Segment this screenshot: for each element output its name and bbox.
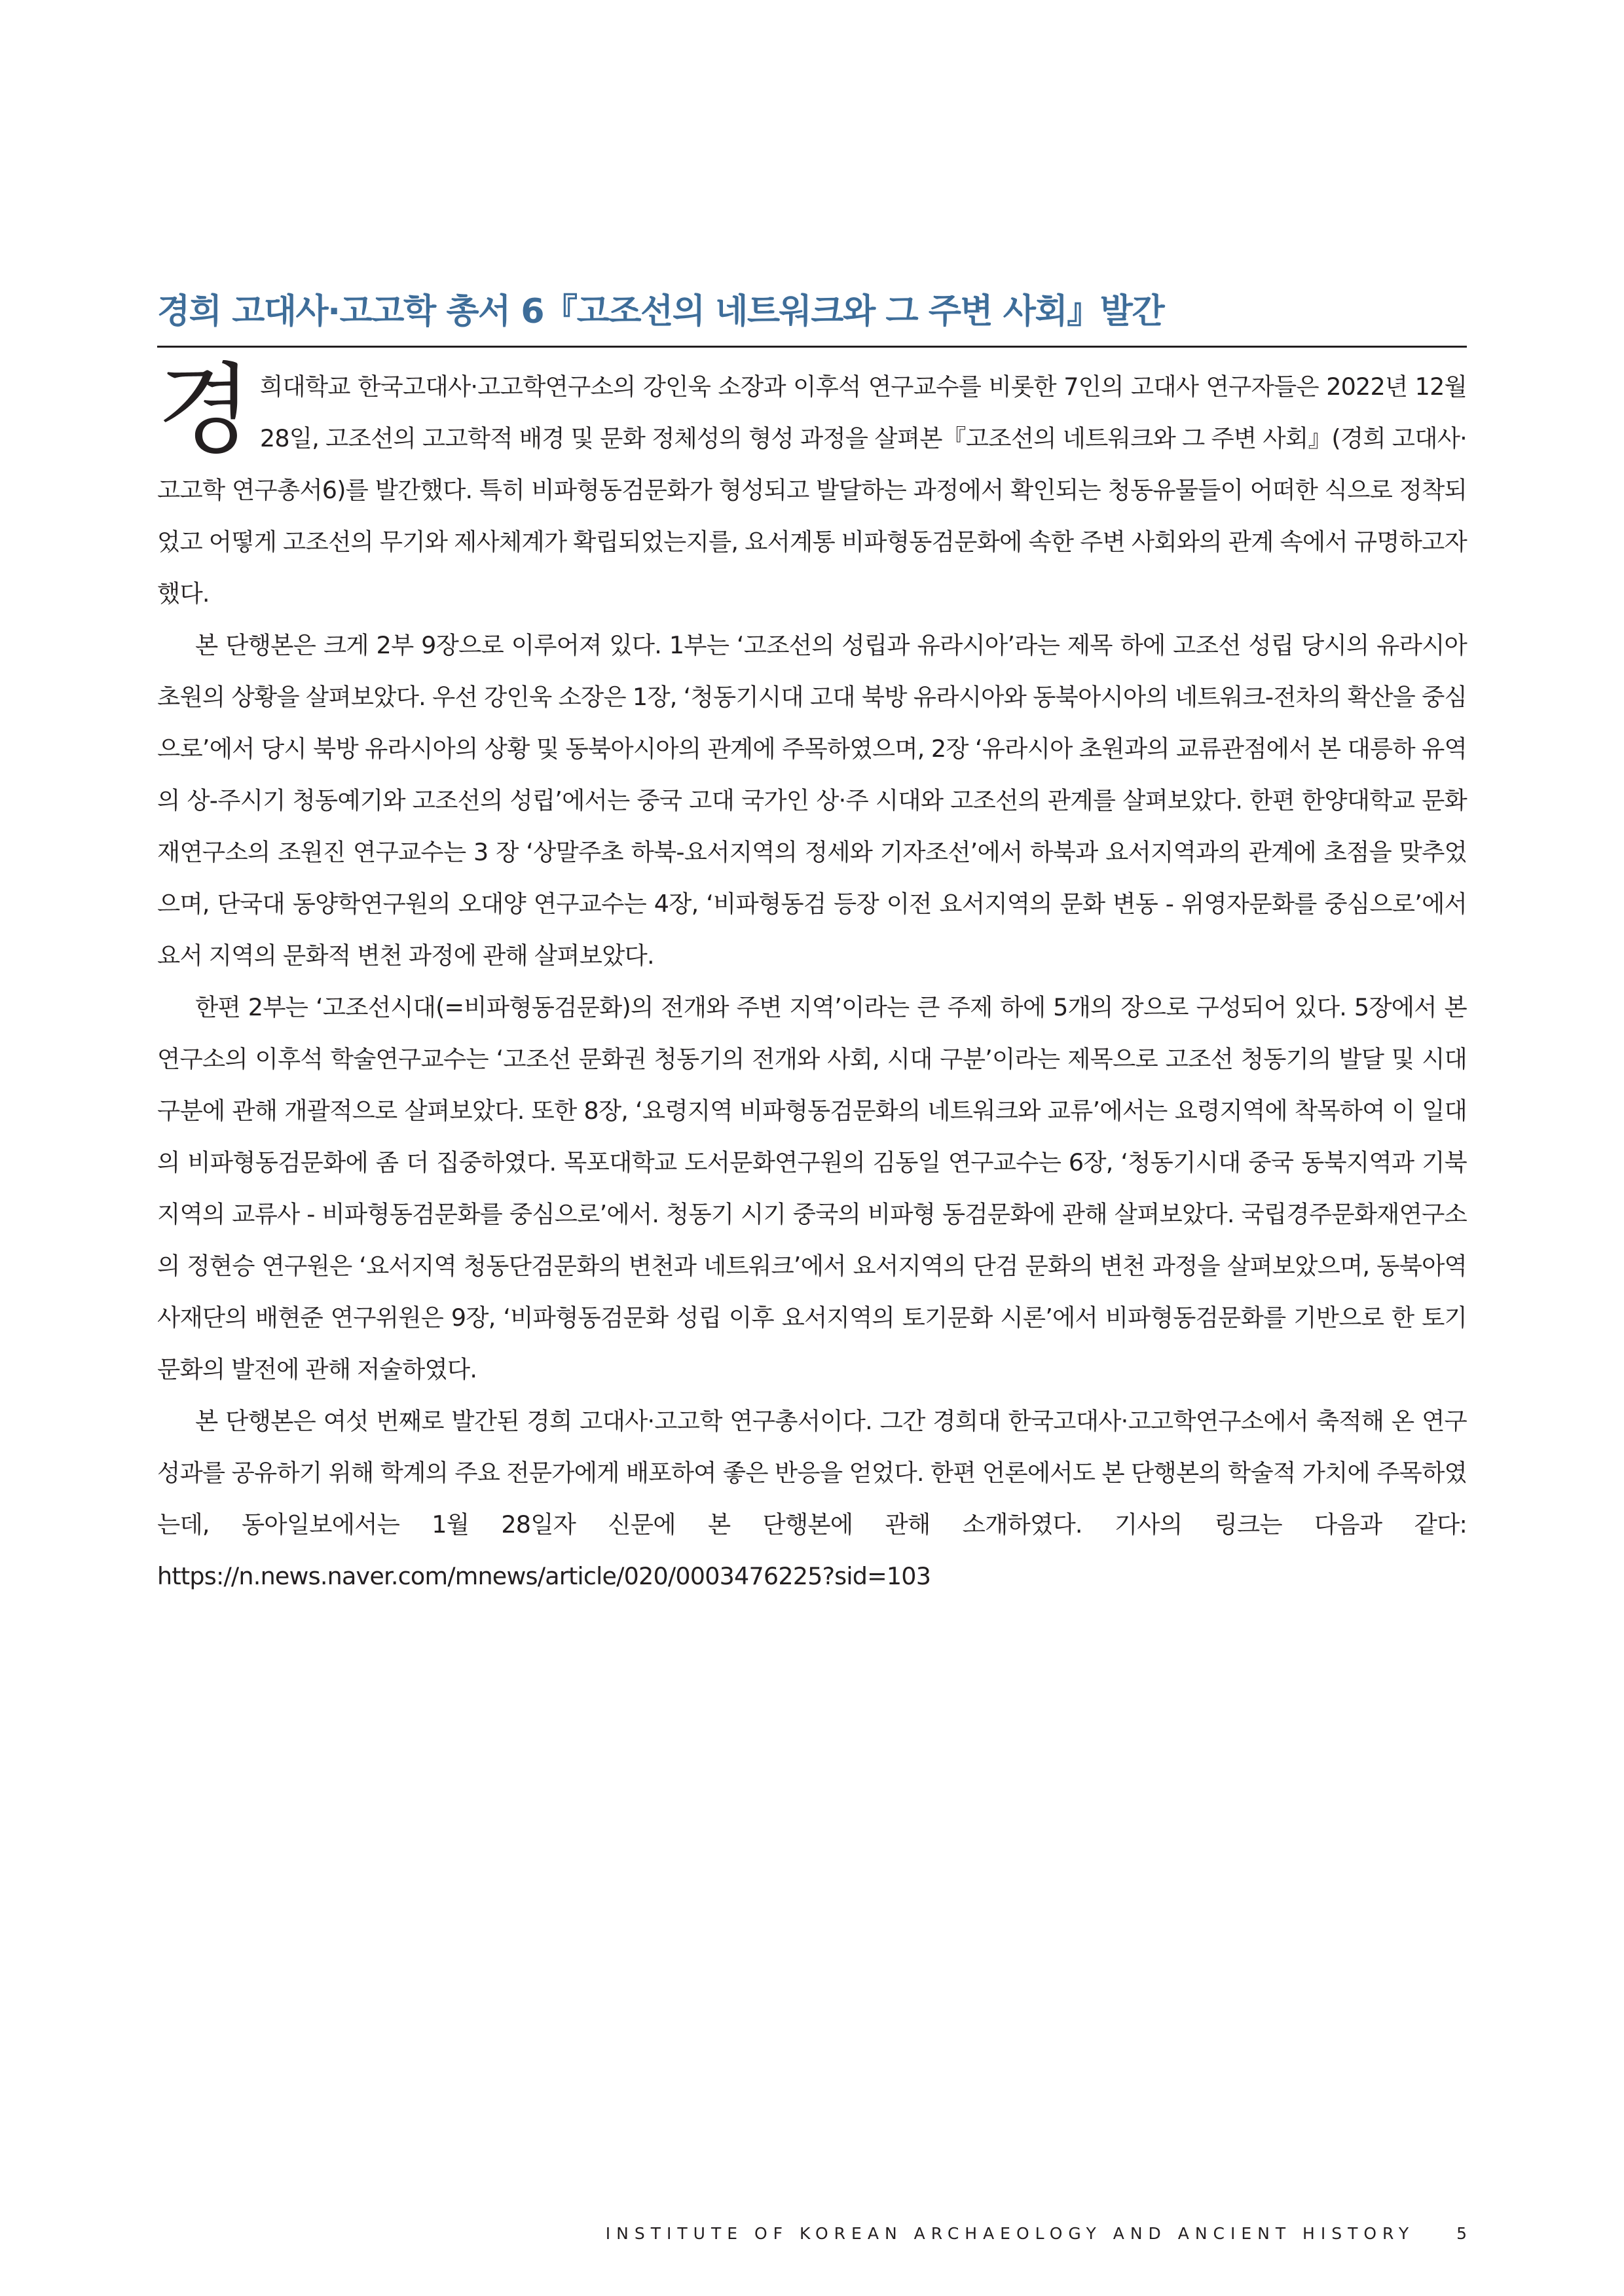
paragraph-3: 한편 2부는 ‘고조선시대(=비파형동검문화)의 전개와 주변 지역’이라는 큰 주제 하에 5개의 장으로 구성되어 있다. 5장에서 본 연구소의 이후석 학술연구교수는 ‘고조선 문화권 청동기의 전개와 사회, 시대 구분’이라는 제목으로 고조선 청동기의 발달 및 시대구분에 관해 개괄적으로 살펴보았다. 또한 8장, ‘요령지역 비파형동검문화의 네트워크와 교류’에서는 요령지역에 착목하여 이 일대의 비파형동검문화에 좀 더 집중하였다. 목포대학교 도서문화연구원의 김동일 연구교수는 6장, ‘청동기시대 중국 동북지역과 기북지역의 교류사 - 비파형동검문화를 중심으로’에서. 청동기 시기 중국의 비파형 동검문화에 관해 살펴보았다. 국립경주문화재연구소의 정현승 연구원은 ‘요서지역 청동단검문화의 변천과 네트워크’에서 요서지역의 단검 문화의 변천 과정을 살펴보았으며, 동북아역사재단의 배현준 연구위원은 9장, ‘비파형동검문화 성립 이후 요서지역의 토기문화 시론’에서 비파형동검문화를 기반으로 한 토기문화의 발전에 관해 저술하였다. <box>157 993 1467 1383</box>
drop-cap: 경 <box>157 354 249 467</box>
paragraph-1-text: 희대학교 한국고대사·고고학연구소의 강인욱 소장과 이후석 연구교수를 비롯한 7인의 고대사 연구자들은 2022년 12월 28일, 고조선의 고고학적 배경 및 문화 정체성의 형성 과정을 살펴본『고조선의 네트워크와 그 주변 사회』(경희 고대사·고고학 연구총서6)를 발간했다. 특히 비파형동검문화가 형성되고 발달하는 과정에서 확인되는 청동유물들이 어떠한 식으로 정착되었고 어떻게 고조선의 무기와 제사체계가 확립되었는지를, 요서계통 비파형동검문화에 속한 주변 사회와의 관계 속에서 규명하고자 했다. <box>157 373 1467 608</box>
journal-name: INSTITUTE OF KOREAN ARCHAEOLOGY AND ANCIENT HISTORY <box>605 2224 1415 2243</box>
page-footer <box>606 2221 1467 2247</box>
article-headline: 경희 고대사·고고학 총서 6『고조선의 네트워크와 그 주변 사회』발간 <box>157 292 1164 331</box>
paragraph-4: 본 단행본은 여섯 번째로 발간된 경희 고대사·고고학 연구총서이다. 그간 경희대 한국고대사·고고학연구소에서 축적해 온 연구 성과를 공유하기 위해 학계의 주요 전문가에게 배포하여 좋은 반응을 얻었다. 한편 언론에서도 본 단행본의 학술적 가치에 주목하였는데, 동아일보에서는 1월 28일자 신문에 본 단행본에 관해 소개하였다. 기사의 링크는 다음과 같다: https://n.news.naver.com/mnews/article/020/0003476225?sid=103 <box>157 1407 1467 1590</box>
paragraph-1 <box>157 354 1467 619</box>
paragraph-2: 본 단행본은 크게 2부 9장으로 이루어져 있다. 1부는 ‘고조선의 성립과 유라시아’라는 제목 하에 고조선 성립 당시의 유라시아 초원의 상황을 살펴보았다. 우선 강인욱 소장은 1장, ‘청동기시대 고대 북방 유라시아와 동북아시아의 네트워크-전차의 확산을 중심으로’에서 당시 북방 유라시아의 상황 및 동북아시아의 관계에 주목하였으며, 2장 ‘유라시아 초원과의 교류관점에서 본 대릉하 유역의 상-주시기 청동예기와 고조선의 성립’에서는 중국 고대 국가인 상·주 시대와 고조선의 관계를 살펴보았다. 한편 한양대학교 문화재연구소의 조원진 연구교수는 3 장 ‘상말주초 하북-요서지역의 정세와 기자조선’에서 하북과 요서지역과의 관계에 초점을 맞추었으며, 단국대 동양학연구원의 오대양 연구교수는 4장, ‘비파형동검 등장 이전 요서지역의 문화 변동 - 위영자문화를 중심으로’에서 요서 지역의 문화적 변천 과정에 관해 살펴보았다. <box>157 631 1467 970</box>
page-number: 5 <box>1456 2224 1467 2243</box>
headline-divider <box>157 346 1467 348</box>
article-body <box>157 354 1467 1602</box>
article <box>157 288 1467 1602</box>
